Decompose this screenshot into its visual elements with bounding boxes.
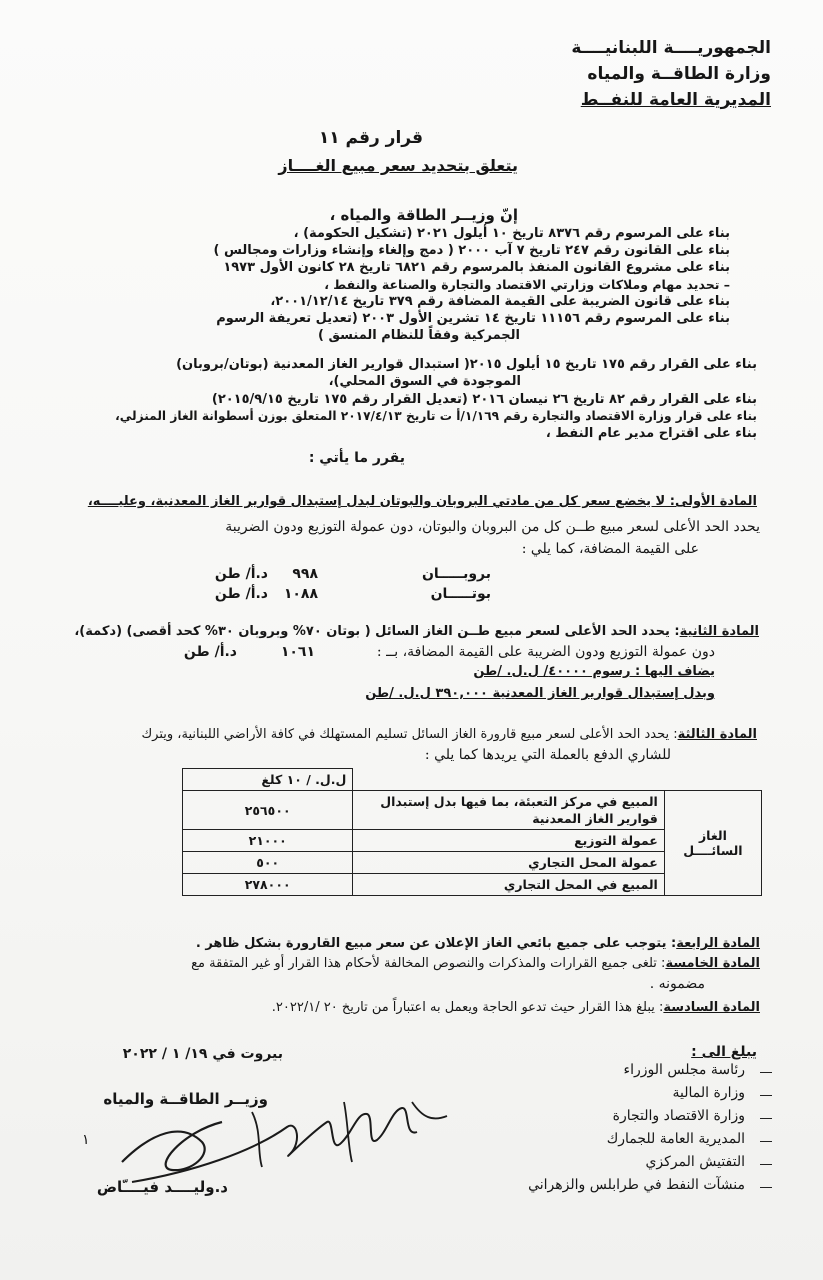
preamble-line: بناء على قانون الضريبة على القيمة المضافة رقم ٣٧٩ تاريخ ٢٠٠١/١٢/١٤، — [270, 294, 730, 309]
distribution-item: منشآت النفط في طرابلس والزهراني — [528, 1177, 745, 1193]
list-dash — [760, 1187, 772, 1188]
article-6-text: : يبلغ هذا القرار حيث تدعو الحاجة ويعمل به اعتباراً من تاريخ ٢٠ /٢٠٢٢/١. — [271, 1000, 664, 1015]
preamble-line: بناء على المرسوم رقم ٨٣٧٦ تاريخ ١٠ أيلول ٢٠٢١ (تشكيل الحكومة) ، — [293, 226, 730, 241]
article-1-heading — [88, 494, 757, 509]
article-3-text: : يحدد الحد الأعلى لسعر مبيع قارورة الغاز السائل تسليم المستهلك في كافة الأراضي اللبنانية، ويترك — [141, 727, 678, 742]
preamble-line: الموجودة في السوق المحلي)، — [328, 374, 521, 389]
table-row-value: ٢٥٦٥٠٠ — [183, 791, 353, 830]
article-5-text: : تلغى جميع القرارات والمذكرات والنصوص المخالفة لأحكام هذا القرار أو غير المتفقة مع — [191, 956, 666, 971]
preamble-line: الجمركية وفقاً للنظام المنسق ) — [317, 328, 520, 343]
preamble-line: بناء على المرسوم رقم ١١١٥٦ تاريخ ١٤ تشرين الأول ٢٠٠٣ (تعديل تعريفة الرسوم — [216, 311, 730, 326]
butane-price: ١٠٨٨ — [283, 586, 318, 602]
article-4-line — [196, 936, 760, 951]
propane-name: بروبـــــان — [421, 566, 491, 582]
preamble-line: بناء على قرار وزارة الاقتصاد والتجارة رقم ١/١٦٩/أ ت تاريخ ٢٠١٧/٤/١٣ المتعلق بوزن أسطوانة الغاز المنزلي، — [115, 409, 757, 423]
article-1-label: المادة الأولى — [674, 494, 757, 509]
minister-line: إنّ وزيــر الطاقة والمياه ، — [329, 206, 518, 224]
butane-name: بوتـــــان — [430, 586, 491, 602]
table-row-value: ٢٧٨٠٠٠ — [183, 874, 353, 896]
table-unit-header: ل.ل. / ١٠ كلغ — [183, 769, 353, 791]
gas-tonne-price: ١٠٦١ — [280, 644, 315, 660]
table-row — [183, 791, 762, 830]
article-2-line — [74, 624, 759, 639]
preamble-line: بناء على القرار رقم ١٧٥ تاريخ ١٥ أيلول ٢٠١٥( استبدال قوارير الغاز المعدنية (بوتان/بروبان) — [176, 357, 757, 372]
header-directorate: المديرية العامة للنفــط — [580, 90, 771, 110]
article-6-label: المادة السادسة — [663, 1000, 760, 1015]
distribution-item: وزارة المالية — [672, 1085, 745, 1101]
article-3-line — [141, 727, 757, 742]
header-republic: الجمهوريــــة اللبنانيــــة — [571, 38, 771, 58]
list-dash — [760, 1141, 772, 1142]
article-6-line — [272, 1000, 760, 1015]
article-3-text: للشاري الدفع بالعملة التي يريدها كما يلي : — [424, 747, 671, 763]
article-1-title: : لا يخضع سعر كل من مادتي البروبان والبوتان لبدل إستبدال قوارير الغاز المعدنية، وعليــــه، — [87, 494, 675, 509]
article-4-text: : يتوجب على جميع بائعي الغاز الإعلان عن سعر مبيع القارورة بشكل ظاهر . — [195, 936, 677, 951]
article-2-text: دون عمولة التوزيع ودون الضريبة على القيمة المضافة، بــ : — [376, 644, 715, 660]
price-table — [182, 768, 762, 896]
preamble-line: بناء على مشروع القانون المنفذ بالمرسوم رقم ٦٨٢١ تاريخ ٢٨ كانون الأول ١٩٧٣ — [223, 260, 730, 275]
table-row-label: المبيع في مركز التعبئة، بما فيها بدل إستبدال قوارير الغاز المعدنية — [353, 791, 664, 830]
article-2-fees: يضاف اليها : رسوم ٤٠٠٠٠/ ل.ل. /طن — [473, 664, 715, 679]
propane-unit: د.أ/ طن — [214, 566, 268, 582]
distribution-item: المديرية العامة للجمارك — [606, 1131, 745, 1147]
decides-line: يقرر ما يأتي : — [308, 450, 405, 466]
preamble-line: بناء على القانون رقم ٢٤٧ تاريخ ٧ آب ٢٠٠٠ ( دمج وإلغاء وإنشاء وزارات ومجالس ) — [213, 243, 730, 258]
distribution-item: وزارة الاقتصاد والتجارة — [612, 1108, 745, 1124]
article-2-cylinder-fee: وبدل إستبدال قوارير الغاز المعدنية ٣٩٠,٠٠٠ ل.ل. /طن — [365, 686, 715, 701]
preamble-line: بناء على اقتراح مدير عام النفط ، — [545, 426, 757, 441]
article-4-label: المادة الرابعة — [676, 936, 760, 951]
propane-price: ٩٩٨ — [292, 566, 318, 582]
minister-title: وزيــر الطاقــة والمياه — [103, 1090, 268, 1108]
preamble-line: بناء على القرار رقم ٨٢ تاريخ ٢٦ نيسان ٢٠١٦ (تعديل القرار رقم ١٧٥ تاريخ ٢٠١٥/٩/١٥) — [211, 392, 757, 407]
article-5-text: مضمونه . — [649, 976, 705, 992]
distribution-heading: يبلغ الى : — [691, 1044, 757, 1060]
distribution-item: رئاسة مجلس الوزراء — [623, 1062, 745, 1078]
list-dash — [760, 1095, 772, 1096]
decision-title: قرار رقم ١١ — [318, 128, 423, 148]
article-2-text: : يحدد الحد الأعلى لسعر مبيع طــن الغاز السائل ( بوتان ٧٠% وبروبان ٣٠% كحد أقصى) (دكمة)، — [74, 624, 680, 639]
table-row-label: عمولة المحل التجاري — [353, 852, 664, 874]
header-ministry: وزارة الطاقــة والمياه — [587, 64, 771, 84]
table-category: الغاز السائــــل — [664, 791, 761, 896]
article-1-text: على القيمة المضافة، كما يلي : — [521, 541, 699, 557]
list-dash — [760, 1118, 772, 1119]
gas-tonne-unit: د.أ/ طن — [183, 644, 237, 660]
table-row-value: ٢١٠٠٠ — [183, 830, 353, 852]
table-row-label: المبيع في المحل التجاري — [353, 874, 664, 896]
butane-unit: د.أ/ طن — [214, 586, 268, 602]
article-5-line — [191, 956, 760, 971]
list-dash — [760, 1164, 772, 1165]
table-header-row — [183, 769, 762, 791]
table-row-label: عمولة التوزيع — [353, 830, 664, 852]
minister-name: د.وليــــد فيــــّاض — [96, 1178, 228, 1196]
decision-subject: يتعلق بتحديد سعر مبيع الغــــاز — [278, 156, 518, 175]
preamble-line: – تحديد مهام وملاكات وزارتي الاقتصاد والتجارة والصناعة والنفط ، — [324, 277, 730, 292]
table-row-value: ٥٠٠ — [183, 852, 353, 874]
list-dash — [760, 1072, 772, 1073]
signing-date: بيروت في ١٩/ ١ / ٢٠٢٢ — [122, 1046, 283, 1062]
distribution-item: التفتيش المركزي — [645, 1154, 745, 1170]
page-mark: ١ — [82, 1132, 90, 1148]
article-5-label: المادة الخامسة — [665, 956, 760, 971]
article-2-label: المادة الثانية — [679, 624, 759, 639]
article-1-text: يحدد الحد الأعلى لسعر مبيع طــن كل من البروبان والبوتان، دون عمولة التوزيع ودون الضريبة — [225, 519, 760, 535]
article-3-label: المادة الثالثة — [677, 727, 757, 742]
